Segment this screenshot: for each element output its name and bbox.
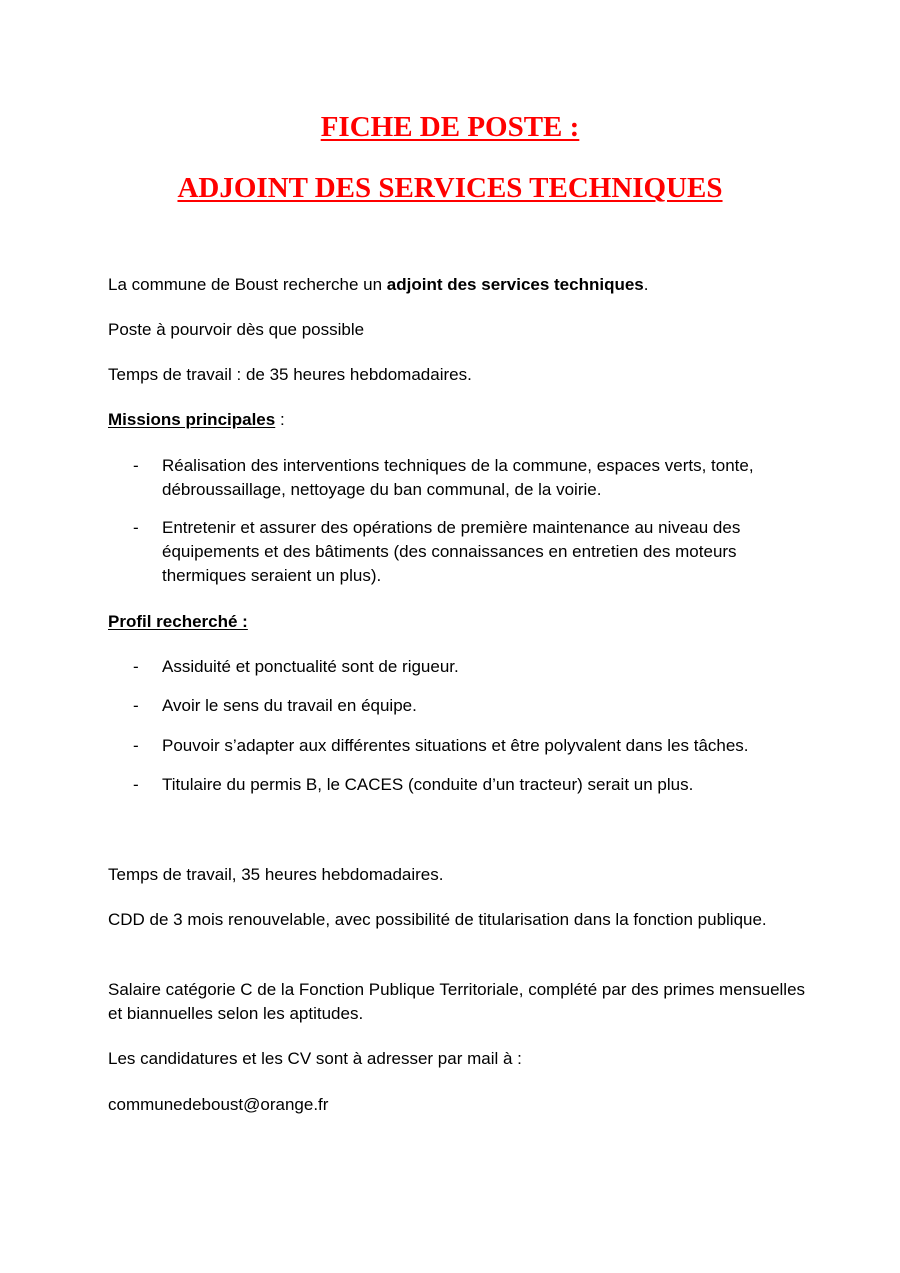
mission-item-1: Réalisation des interventions techniques de la commune, espaces verts, tonte, débroussaillage, nettoyage du ban communal, de la voirie.	[162, 456, 754, 499]
profile-item-1: Assiduité et ponctualité sont de rigueur.	[162, 657, 459, 676]
availability-text: Poste à pourvoir dès que possible	[108, 320, 365, 339]
list-item	[108, 773, 808, 797]
missions-heading	[108, 408, 808, 432]
list-item	[108, 694, 808, 718]
list-item	[108, 734, 808, 758]
profile-heading	[108, 610, 808, 634]
profile-item-4: Titulaire du permis B, le CACES (conduite d’un tracteur) serait un plus.	[162, 775, 694, 794]
footer-work-time: Temps de travail, 35 heures hebdomadaires.	[108, 865, 444, 884]
work-time-text: Temps de travail : de 35 heures hebdomadaires.	[108, 365, 472, 384]
bullet-dash: -	[133, 775, 139, 794]
missions-heading-label: Missions principales	[108, 410, 276, 429]
bullet-dash: -	[133, 736, 139, 755]
intro-prefix: La commune de Boust recherche un	[108, 275, 387, 294]
document-title-line-2: ADJOINT DES SERVICES TECHNIQUES	[177, 172, 723, 204]
profile-item-2: Avoir le sens du travail en équipe.	[162, 696, 417, 715]
mission-item-2: Entretenir et assurer des opérations de première maintenance au niveau des équipements et des bâtiments (des connaissances en entretien des moteurs thermiques seraient un plus).	[162, 518, 741, 585]
bullet-dash: -	[133, 696, 139, 715]
intro-job-title: adjoint des services techniques	[386, 275, 644, 294]
contract-text: CDD de 3 mois renouvelable, avec possibilité de titularisation dans la fonction publique.	[108, 910, 767, 929]
list-item	[108, 516, 808, 588]
missions-heading-suffix: :	[275, 410, 285, 429]
intro-paragraph	[108, 273, 808, 297]
intro-suffix: .	[643, 275, 649, 294]
application-text: Les candidatures et les CV sont à adresser par mail à :	[108, 1049, 522, 1068]
contact-email[interactable]: communedeboust@orange.fr	[108, 1095, 329, 1114]
bullet-dash: -	[133, 456, 139, 475]
list-item	[108, 454, 808, 502]
list-item	[108, 655, 808, 679]
profile-item-3: Pouvoir s’adapter aux différentes situations et être polyvalent dans les tâches.	[162, 736, 749, 755]
salary-text: Salaire catégorie C de la Fonction Publique Territoriale, complété par des primes mensuelles et biannuelles selon les aptitudes.	[108, 980, 806, 1023]
document-title-line-1: FICHE DE POSTE :	[320, 111, 580, 143]
profile-heading-label: Profil recherché :	[108, 612, 248, 631]
bullet-dash: -	[133, 518, 139, 537]
bullet-dash: -	[133, 657, 139, 676]
